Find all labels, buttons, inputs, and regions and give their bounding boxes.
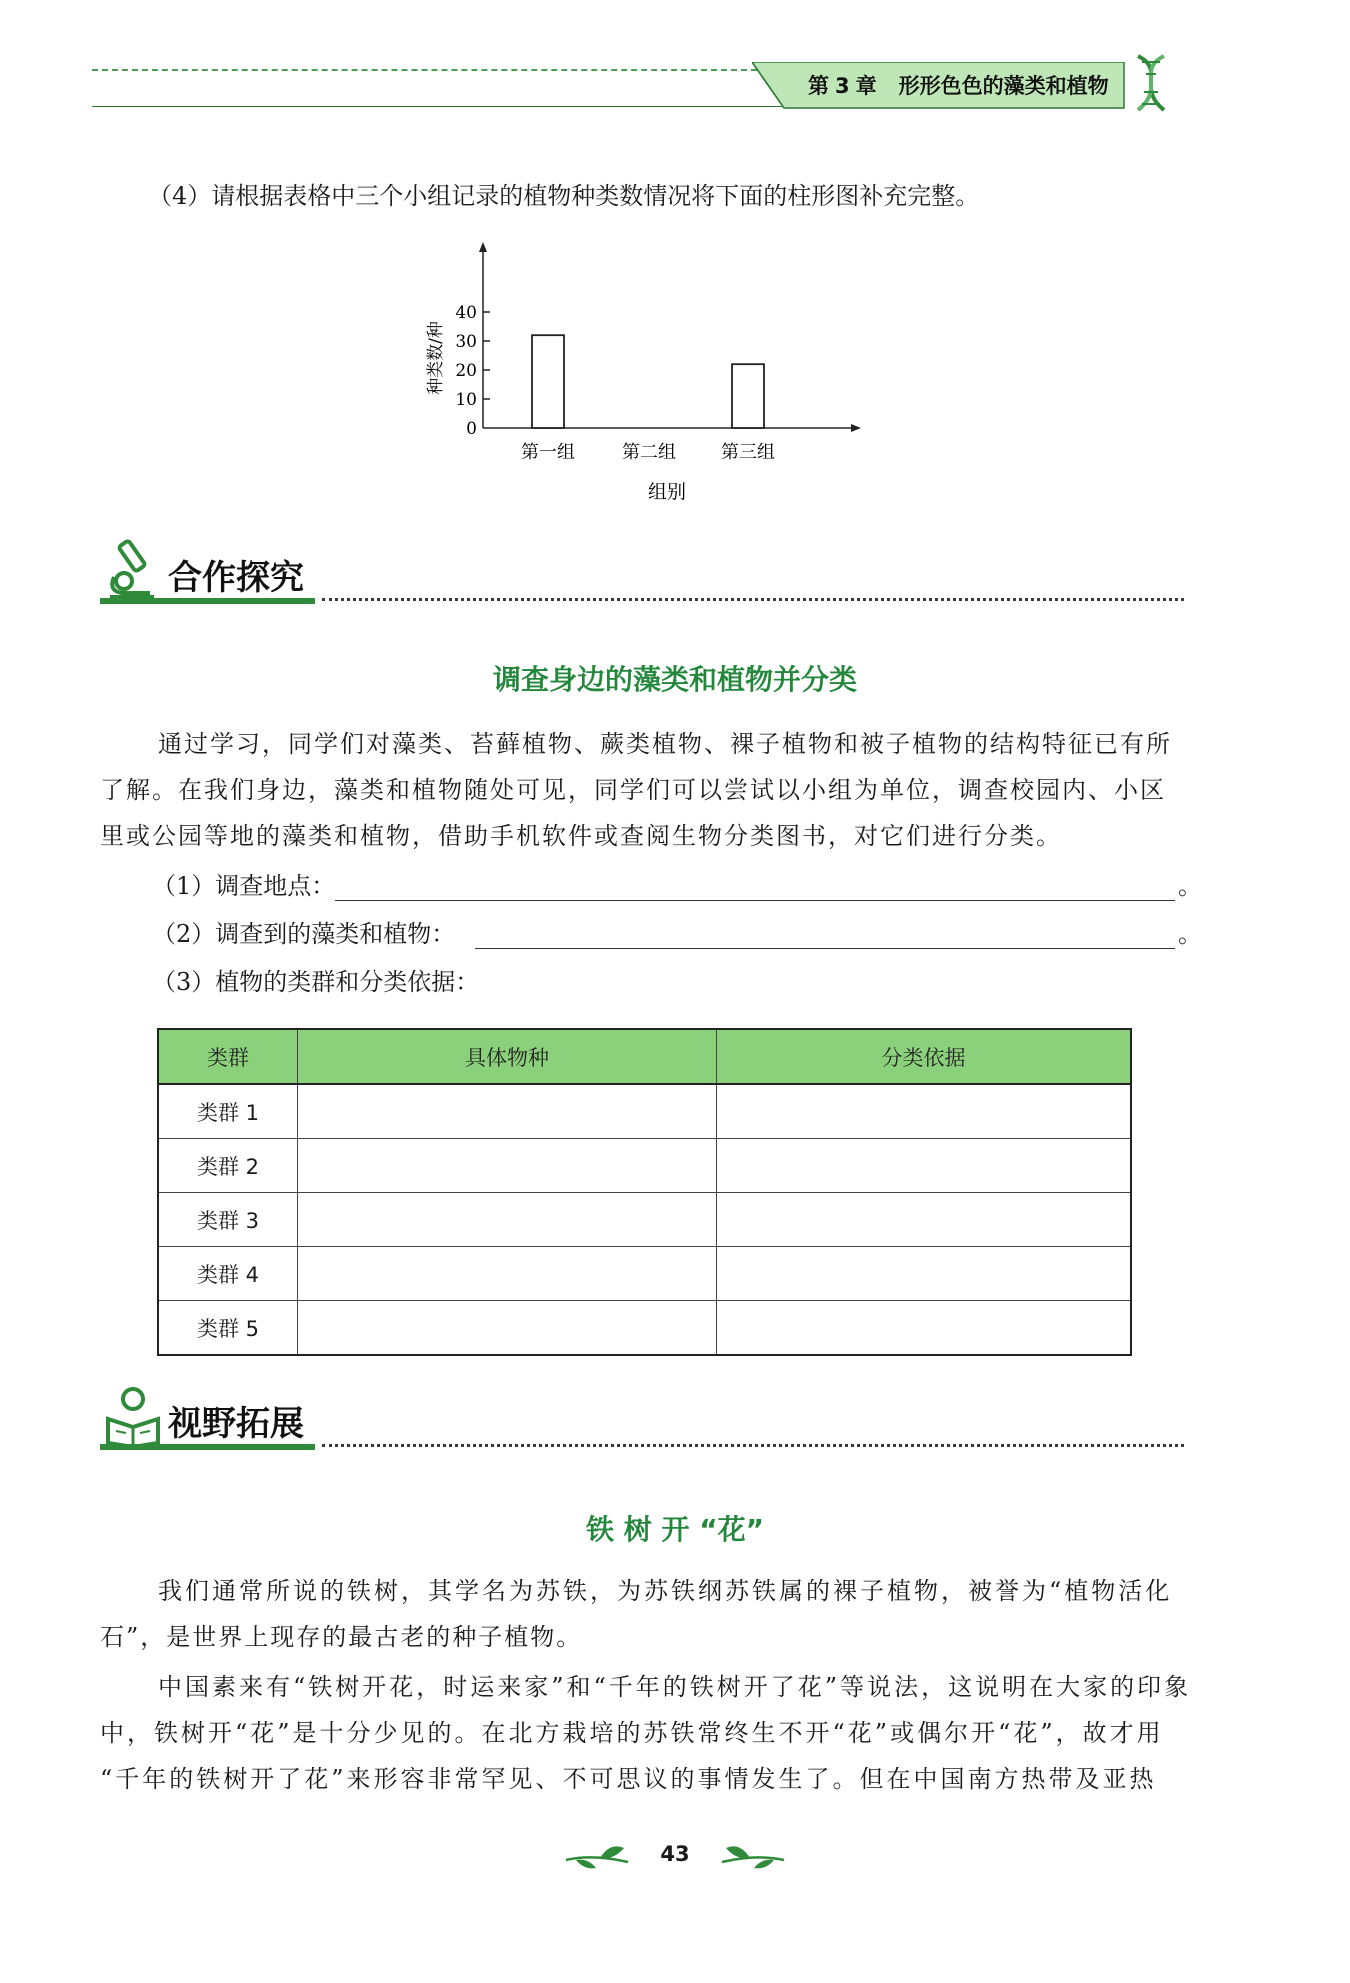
question-2-label: （2）调查到的藻类和植物： [152, 920, 456, 948]
extension-section-bar [100, 1444, 315, 1450]
chapter-label: 第 [808, 74, 829, 98]
cooperation-section-title: 合作探究 [168, 558, 304, 598]
y-tick-label: 40 [455, 303, 477, 323]
question-1-end-mark: 。 [1178, 872, 1202, 900]
species-cell[interactable] [298, 1139, 717, 1193]
y-tick-label: 30 [455, 332, 477, 352]
page-number: 43 [660, 1842, 690, 1866]
y-axis-arrow [479, 242, 487, 252]
right-leaf-ornament-icon [718, 1838, 788, 1874]
y-tick-label: 0 [466, 419, 477, 439]
classification-table [157, 1028, 1132, 1356]
species-answer-line[interactable] [475, 948, 1175, 949]
y-tick-label: 20 [455, 361, 477, 381]
cooperation-section-dots [322, 598, 1184, 601]
question-1-label: （1）调查地点： [152, 872, 336, 900]
y-axis-label: 种类数/种 [426, 321, 446, 395]
species-cell[interactable] [298, 1193, 717, 1247]
article-title: 铁 树 开 “花” [585, 1513, 765, 1546]
basis-cell[interactable] [717, 1193, 1132, 1247]
row-label: 类群 1 [158, 1084, 298, 1139]
row-label: 类群 5 [158, 1301, 298, 1356]
x-tick-label: 第二组 [622, 442, 676, 463]
dna-helix-icon [1126, 52, 1178, 114]
question-2-end-mark: 。 [1178, 920, 1202, 948]
basis-cell[interactable] [717, 1139, 1132, 1193]
header-species: 具体物种 [298, 1029, 717, 1084]
row-label: 类群 2 [158, 1139, 298, 1193]
article-line-4: 中，铁树开“花”是十分少见的。在北方栽培的苏铁常终生不开“花”或偶尔开“花”，故才用 [100, 1719, 1164, 1747]
y-tick-label: 10 [455, 390, 477, 410]
bar [532, 335, 564, 428]
table-row [158, 1247, 1131, 1301]
species-cell[interactable] [298, 1301, 717, 1356]
extension-section-dots [322, 1444, 1184, 1447]
chapter-title: 形形色色的藻类和植物 [898, 74, 1109, 98]
basis-cell[interactable] [717, 1247, 1132, 1301]
microscope-icon [100, 537, 164, 601]
location-answer-line[interactable] [335, 900, 1175, 901]
x-axis-arrow [851, 424, 861, 432]
chapter-suffix: 章 [855, 74, 877, 98]
chapter-number: 3 [835, 74, 850, 98]
row-label: 类群 3 [158, 1193, 298, 1247]
header-rule [92, 106, 792, 107]
table-row [158, 1084, 1131, 1139]
x-tick-label: 第三组 [721, 442, 775, 463]
species-cell[interactable] [298, 1247, 717, 1301]
table-header-row [158, 1029, 1131, 1084]
article-line-1: 我们通常所说的铁树，其学名为苏铁，为苏铁纲苏铁属的裸子植物，被誉为“植物活化 [158, 1577, 1173, 1605]
x-tick-label: 第一组 [521, 442, 575, 463]
x-axis-label: 组别 [647, 481, 687, 503]
chapter-heading [808, 70, 1109, 100]
row-label: 类群 4 [158, 1247, 298, 1301]
table-row [158, 1193, 1131, 1247]
basis-cell[interactable] [717, 1084, 1132, 1139]
bar [732, 364, 764, 428]
article-line-5: “千年的铁树开了花”来形容非常罕见、不可思议的事情发生了。但在中国南方热带及亚热 [100, 1765, 1157, 1793]
header-group: 类群 [158, 1029, 298, 1084]
intro-line-2: 了解。在我们身边，藻类和植物随处可见，同学们可以尝试以小组为单位，调查校园内、小区 [100, 776, 1166, 804]
activity-title: 调查身边的藻类和植物并分类 [492, 663, 857, 696]
header-basis: 分类依据 [717, 1029, 1132, 1084]
reading-person-icon [104, 1385, 162, 1447]
intro-line-1: 通过学习，同学们对藻类、苔藓植物、蕨类植物、裸子植物和被子植物的结构特征已有所 [158, 730, 1172, 758]
table-row [158, 1139, 1131, 1193]
basis-cell[interactable] [717, 1301, 1132, 1356]
cooperation-section-bar [100, 598, 315, 604]
left-leaf-ornament-icon [562, 1838, 632, 1874]
question-4-text: （4）请根据表格中三个小组记录的植物种类数情况将下面的柱形图补充完整。 [148, 182, 980, 210]
extension-section-title: 视野拓展 [168, 1404, 304, 1444]
bar-chart [405, 240, 885, 515]
header-dashed-line [92, 69, 757, 71]
table-row [158, 1301, 1131, 1356]
intro-line-3: 里或公园等地的藻类和植物，借助手机软件或查阅生物分类图书，对它们进行分类。 [100, 822, 1062, 850]
article-line-3: 中国素来有“铁树开花，时运来家”和“千年的铁树开了花”等说法，这说明在大家的印象 [158, 1673, 1192, 1701]
species-cell[interactable] [298, 1084, 717, 1139]
question-3-label: （3）植物的类群和分类依据： [152, 968, 480, 996]
article-line-2: 石”，是世界上现存的最古老的种子植物。 [100, 1623, 583, 1651]
